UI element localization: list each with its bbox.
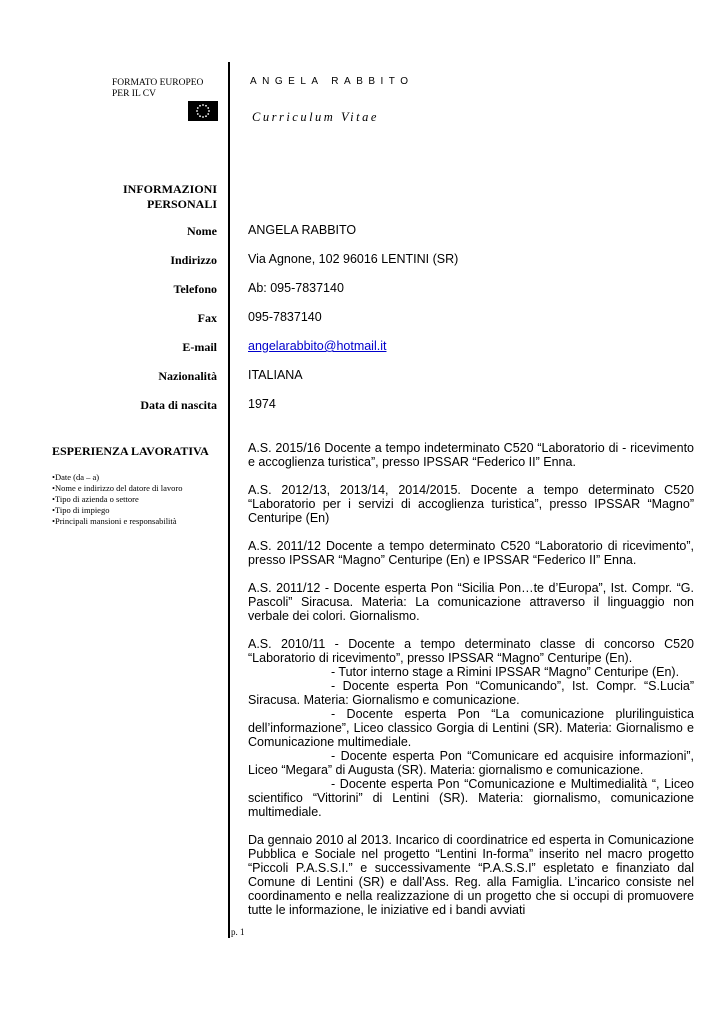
experience-line: A.S. 2010/11 - Docente a tempo determinato classe di concorso C520 “Laboratorio di ricevimento”, presso IPSSAR “Magno” Centuripe (En). bbox=[248, 637, 694, 665]
experience-line: - Tutor interno stage a Rimini IPSSAR “Magno” Centuripe (En). bbox=[331, 665, 680, 679]
value-indirizzo: Via Agnone, 102 96016 LENTINI (SR) bbox=[248, 252, 459, 266]
label-nome: Nome bbox=[187, 224, 217, 238]
value-data-nascita: 1974 bbox=[248, 397, 276, 411]
label-data-nascita: Data di nascita bbox=[140, 398, 217, 412]
header-name: ANGELA RABBITO bbox=[250, 76, 414, 87]
value-telefono: Ab: 095-7837140 bbox=[248, 281, 344, 295]
legend-item: • Principali mansioni e responsabilità bbox=[52, 516, 182, 527]
label-telefono: Telefono bbox=[173, 282, 217, 296]
value-fax: 095-7837140 bbox=[248, 310, 322, 324]
legend-item: • Nome e indirizzo del datore di lavoro bbox=[52, 483, 182, 494]
personal-info-title-line-1: INFORMAZIONI bbox=[122, 182, 217, 196]
experience-paragraph: Da gennaio 2010 al 2013. Incarico di coordinatrice ed esperta in Comunicazione Pubblica e Sociale nel progetto “Lentini In-forma” inserito nel macro progetto “Piccoli P.A.S.S.I.” e successivamente “P.A.S.S.I” espletato e finanziato dal Comune di Lentini (SR) e dall’Ass. Reg. alla Famiglia. L’incarico consiste nel coordinamento e nella realizzazione di un progetto che si occupi di promuovere tutte le informazione, le iniziative ed i bandi avviati bbox=[248, 833, 694, 917]
legend-item: • Tipo di impiego bbox=[52, 505, 182, 516]
experience-line: - Docente esperta Pon “Comunicazione e Multimedialità “, Liceo scientifico “Vittorini” di Lentini (SR). Materia: giornalismo, comunicazione multimediale. bbox=[248, 777, 694, 819]
experience-paragraph: A.S. 2015/16 Docente a tempo indeterminato C520 “Laboratorio di - ricevimento e accoglienza turistica”, presso IPSSAR “Federico II” Enna. bbox=[248, 441, 694, 469]
experience-paragraph-2010 bbox=[248, 637, 694, 819]
legend-item: • Date (da – a) bbox=[52, 472, 182, 483]
experience-line: - Docente esperta Pon “La comunicazione plurilinguistica dell’informazione”, Liceo classico Gorgia di Lentini (SR). Materia: Giornalismo e Comunicazione multimediale. bbox=[248, 707, 694, 749]
email-link[interactable]: angelarabbito@hotmail.it bbox=[248, 339, 387, 353]
label-indirizzo: Indirizzo bbox=[170, 253, 217, 267]
value-email bbox=[248, 339, 386, 353]
personal-info-title bbox=[123, 182, 217, 212]
experience-paragraph: A.S. 2011/12 Docente a tempo determinato C520 “Laboratorio di ricevimento”, presso IPSSAR “Magno” Centuripe (En) e IPSSAR “Federico II” Enna. bbox=[248, 539, 694, 567]
vertical-divider bbox=[228, 62, 230, 938]
format-line-1: FORMATO EUROPEO bbox=[112, 78, 204, 88]
experience-body bbox=[248, 441, 694, 931]
experience-title: ESPERIENZA LAVORATIVA bbox=[52, 444, 209, 458]
eu-flag-icon bbox=[188, 101, 218, 121]
format-line-2: PER IL CV bbox=[112, 89, 156, 99]
page-number: p. 1 bbox=[231, 927, 245, 937]
format-label bbox=[112, 78, 203, 100]
personal-info-title-line-2: PERSONALI bbox=[146, 197, 217, 211]
legend-item: • Tipo di azienda o settore bbox=[52, 494, 182, 505]
value-nazionalita: ITALIANA bbox=[248, 368, 303, 382]
cv-title: Curriculum Vitae bbox=[252, 110, 379, 124]
experience-line: - Docente esperta Pon “Comunicare ed acquisire informazioni”, Liceo “Megara” di Augusta (SR). Materia: giornalismo e comunicazione. bbox=[248, 749, 694, 777]
label-nazionalita: Nazionalità bbox=[158, 369, 217, 383]
value-nome: ANGELA RABBITO bbox=[248, 223, 357, 237]
experience-paragraph: A.S. 2011/12 - Docente esperta Pon “Sicilia Pon…te d’Europa”, Ist. Compr. “G. Pascoli” Siracusa. Materia: La comunicazione attraverso il linguaggio non verbale dei colori. Giornalismo. bbox=[248, 581, 694, 623]
experience-line: - Docente esperta Pon “Comunicando”, Ist. Compr. “S.Lucia” Siracusa. Materia: Giornalismo e comunicazione. bbox=[248, 679, 694, 707]
label-email: E-mail bbox=[182, 340, 217, 354]
label-fax: Fax bbox=[197, 311, 217, 325]
experience-paragraph: A.S. 2012/13, 2013/14, 2014/2015. Docente a tempo determinato C520 “Laboratorio per i servizi di accoglienza turistica”, presso IPSSAR “Magno” Centuripe (En) bbox=[248, 483, 694, 525]
experience-legend bbox=[52, 472, 182, 527]
